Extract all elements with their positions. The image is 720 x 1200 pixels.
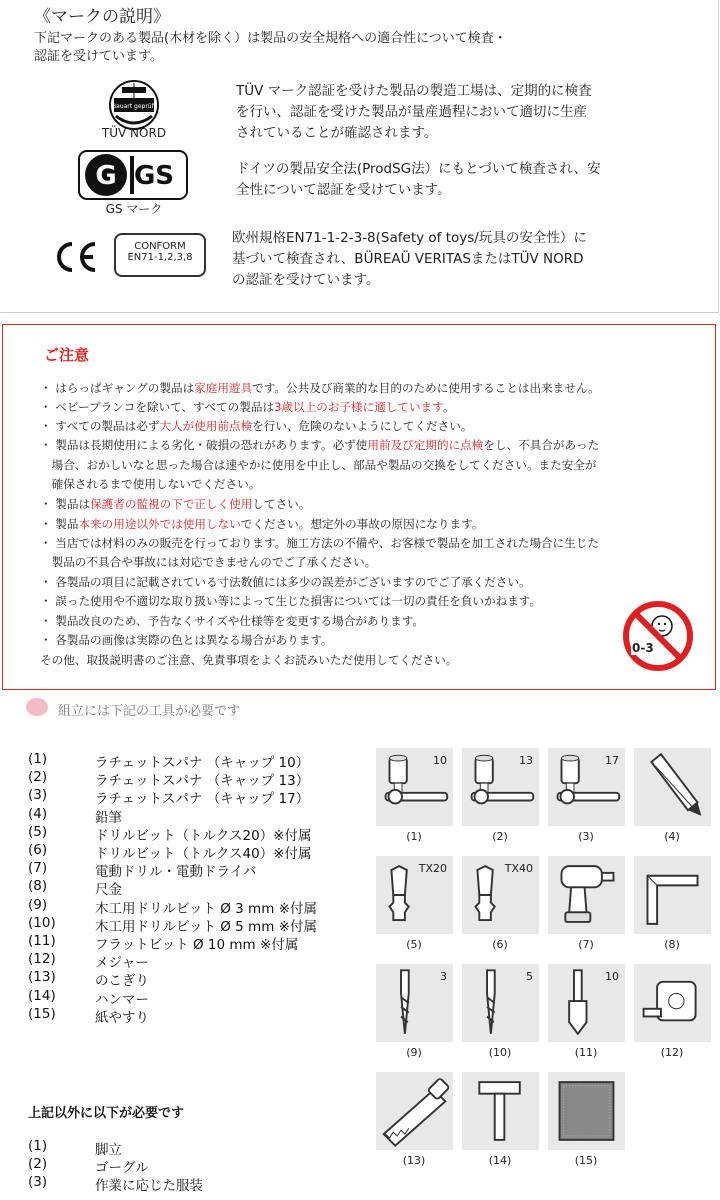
caution-item (40, 476, 260, 492)
tool-size-tag: TX40 (504, 862, 533, 875)
tuv-desc-line-2: を行い、認証を受けた製品が量産過程において適切に生産 (236, 104, 587, 120)
svg-text:GS: GS (133, 161, 175, 191)
tool-image-caption: (12) (660, 1046, 684, 1059)
tool-image-caption: (9) (406, 1046, 422, 1059)
tool-image-caption: (5) (406, 938, 422, 951)
tool-size-tag: 5 (526, 970, 533, 983)
extra-item-number: (3) (28, 1174, 48, 1190)
tool-name: 木工用ドリルビット Ø 5 mm ※付属 (95, 918, 317, 935)
tool-image-tile (376, 1072, 453, 1150)
caution-text: 。 (442, 400, 455, 414)
tuv-nord-label: TÜV NORD (101, 126, 167, 140)
caution-title: ご注意 (44, 346, 90, 364)
caution-text: ・ すべての製品は必ず (40, 419, 160, 433)
tool-image-tile (634, 748, 711, 826)
tool-name: メジャー (95, 955, 149, 972)
tool-image-caption: (13) (402, 1154, 426, 1167)
tool-name: ラチェットスパナ （キャップ 10） (95, 755, 310, 771)
tool-image-tile (634, 964, 711, 1042)
tool-name: ドリルビット（トルクス20）※付属 (95, 827, 312, 844)
tool-number: (14) (28, 987, 56, 1004)
caution-text: ・ はらっぱギャングの製品は (40, 381, 195, 395)
caution-highlight: 本来の用途以外では使用しない (78, 517, 241, 531)
caution-text: でください。想定外の事故の原因になります。 (240, 517, 484, 531)
caution-text: 確保されるまで使用しないでください。 (40, 477, 261, 491)
conform-en71-badge (114, 233, 206, 277)
tool-name: ドリルビット（トルクス40）※付属 (95, 846, 312, 862)
tool-size-tag: 13 (519, 754, 533, 767)
caution-item (40, 399, 454, 415)
tool-image-tile (376, 856, 453, 934)
tool-size-tag: 10 (605, 970, 619, 983)
tool-image-tile (548, 964, 625, 1042)
caution-text: を行い、危険のないようにしてください。 (252, 419, 473, 433)
gs-mark-description (236, 159, 601, 201)
gs-desc-line-1: ドイツの製品安全法(ProdSG法）にもとづいて検査され、安 (236, 161, 601, 177)
svg-text:Bauart geprüft: Bauart geprüft (112, 103, 156, 110)
caution-text: ・ 製品は長期使用による劣化・破損の恐れがあります。必ず使 (40, 438, 368, 452)
tool-name: 木工用ドリルビット Ø 3 mm ※付属 (95, 900, 317, 917)
tool-image-caption: (15) (574, 1154, 598, 1167)
tool-image-caption: (6) (492, 938, 508, 951)
caution-item (40, 457, 597, 473)
caution-text: ・ 製品 (40, 517, 79, 531)
square-ruler-icon (634, 856, 711, 938)
tool-number: (5) (28, 823, 48, 840)
caution-item (40, 437, 599, 453)
tool-number: (10) (28, 914, 56, 931)
caution-highlight: 大人が使用前点検 (159, 419, 253, 433)
tool-name: 鉛筆 (95, 809, 122, 826)
caution-text: をし、不具合があった (483, 438, 600, 452)
caution-text: 製品の不具合や事故には対応できませんのでご了承ください。 (40, 555, 377, 569)
caution-item (40, 593, 541, 609)
caution-text: してさい。 (252, 497, 311, 511)
tool-number: (7) (28, 860, 48, 877)
tool-name: ラチェットスパナ （キャップ 13） (95, 773, 310, 790)
tool-size-tag: 3 (440, 970, 447, 983)
tool-name: 電動ドリル・電動ドライバ (95, 864, 257, 881)
gs-desc-line-2: 全性について認証を受けています。 (236, 182, 451, 198)
hammer-icon (462, 1072, 539, 1154)
tuv-desc-line-3: されていることが確認されます。 (236, 125, 438, 141)
tool-image-tile (462, 748, 539, 826)
tool-image-caption: (1) (406, 830, 422, 843)
tool-name: ラチェットスパナ （キャップ 17） (95, 791, 310, 808)
tool-number: (13) (28, 969, 56, 986)
caution-item (40, 516, 483, 532)
pencil-icon (634, 748, 711, 830)
caution-text: ・ 誤った使用や不適切な取り扱い等によって生じた損害については一切の責任を負いかねます。 (40, 594, 542, 608)
tool-image-caption: (7) (578, 938, 594, 951)
caution-item (40, 652, 457, 668)
extra-item-name: 作業に応じた服装 (95, 1178, 203, 1194)
tuv-nord-description (236, 81, 592, 144)
caution-item (40, 554, 376, 570)
tool-image-tile (548, 748, 625, 826)
conform-badge-line-2: EN71-1,2,3,8 (127, 252, 193, 263)
caution-highlight: 保護者の監視の下で正しく使用 (90, 497, 253, 511)
tool-number: (1) (28, 751, 48, 767)
tool-number: (11) (28, 933, 56, 949)
tool-image-tile (462, 964, 539, 1042)
tool-image-tile (376, 748, 453, 826)
tool-image-tile (462, 856, 539, 934)
caution-text: ・ 製品は (40, 497, 91, 511)
power-drill-icon (548, 856, 625, 938)
caution-item (40, 535, 599, 551)
tool-image-caption: (10) (488, 1046, 512, 1059)
gs-mark-logo-icon (78, 150, 188, 204)
ce-mark-icon (52, 240, 98, 278)
ce-desc-line-3: の認証を受けています。 (232, 272, 380, 288)
ce-mark-description (232, 228, 587, 291)
caution-highlight: 3歳以上のお子様に適しています (274, 400, 443, 414)
marks-title: 《マークの説明》 (34, 7, 170, 27)
tool-image-caption: (3) (578, 830, 594, 843)
caution-item (40, 632, 333, 648)
saw-icon (376, 1072, 453, 1154)
tool-name: フラットビット Ø 10 mm ※付属 (95, 937, 299, 953)
tool-number: (3) (28, 787, 48, 804)
extra-item-name: ゴーグル (95, 1160, 149, 1176)
tool-number: (15) (28, 1005, 56, 1022)
tool-image-caption: (11) (574, 1046, 598, 1059)
pink-bullet-icon (26, 698, 48, 716)
caution-text: ・ 各製品の画像は実際の色とは異なる場合があります。 (40, 633, 333, 647)
sandpaper-icon (548, 1072, 625, 1154)
caution-text: ・ 当店では材料のみの販売を行っております。施工方法の不備や、お客様で製品を加工された場合に生じた (40, 536, 600, 550)
tool-image-caption: (4) (664, 830, 680, 843)
tool-name: 尺金 (95, 882, 122, 899)
extra-items-title: 上記以外に以下が必要です (28, 1106, 185, 1121)
tool-number: (4) (28, 805, 48, 822)
caution-highlight: 家庭用遊具 (194, 381, 253, 395)
caution-text: その他、取扱説明書のご注意、免責事項をよくお読みいただ使用してください。 (40, 653, 458, 667)
conform-badge-line-1: CONFORM (134, 241, 186, 252)
tool-number: (2) (28, 769, 48, 786)
caution-text: です。公共及び商業的な目的のために使用することは出来ません。 (252, 381, 600, 395)
tool-name: のこぎり (95, 973, 149, 990)
tool-name: ハンマー (95, 991, 149, 1008)
no-under-3-icon (622, 600, 694, 676)
age-badge-text: 0-3 (632, 641, 654, 655)
tool-image-caption: (2) (492, 830, 508, 843)
tool-image-caption: (14) (488, 1154, 512, 1167)
marks-intro-line-1: 下記マークのある製品(木材を除く）は製品の安全規格への適合性について検査・ (34, 31, 507, 46)
caution-item (40, 418, 472, 434)
tool-size-tag: 17 (605, 754, 619, 767)
tool-number: (12) (28, 951, 56, 968)
svg-text:G: G (95, 161, 117, 191)
tool-number: (6) (28, 842, 48, 858)
tools-header: 組立には下記の工具が必要です (58, 704, 241, 719)
caution-item (40, 380, 600, 396)
caution-text: ・ ベビーブランコを除いて、すべての製品は (40, 400, 275, 414)
ce-desc-line-1: 欧州規格EN71-1-2-3-8(Safety of toys/玩具の安全性）に (232, 230, 587, 246)
tool-image-tile (462, 1072, 539, 1150)
caution-item (40, 574, 531, 590)
extra-item-number: (2) (28, 1156, 48, 1172)
tool-size-tag: 10 (433, 754, 447, 767)
tool-number: (8) (28, 878, 48, 895)
tool-number: (9) (28, 896, 48, 913)
marks-intro-line-2: 認証を受けています。 (34, 49, 163, 64)
extra-item-name: 脚立 (95, 1142, 122, 1158)
tool-image-tile (548, 1072, 625, 1150)
tool-name: 紙やすり (95, 1009, 149, 1026)
tool-size-tag: TX20 (418, 862, 447, 875)
tool-image-tile (634, 856, 711, 934)
gs-mark-label: GS マーク (105, 202, 163, 216)
tool-image-tile (548, 856, 625, 934)
tuv-desc-line-1: TÜV マーク認証を受けた製品の製造工場は、定期的に検査 (236, 83, 592, 99)
caution-text: ・ 製品改良のため、予告なくサイズや仕様等を変更する場合があります。 (40, 614, 424, 628)
ce-desc-line-2: 基づいて検査され、BÜREAÜ VERITASまたはTÜV NORD (232, 251, 584, 267)
caution-item (40, 496, 310, 512)
caution-highlight: 用前及び定期的に点検 (367, 438, 484, 452)
caution-item (40, 613, 424, 629)
tool-image-tile (376, 964, 453, 1042)
tool-image-caption: (8) (664, 938, 680, 951)
caution-text: ・ 各製品の項目に記載されている寸法数値には多少の誤差がございますのでご了承ください。 (40, 575, 531, 589)
caution-text: 場合、おかしいなと思った場合は速やかに使用を中止し、部品や製品の交換をしてください。また安全が (40, 458, 597, 472)
extra-item-number: (1) (28, 1138, 48, 1154)
tape-measure-icon (634, 964, 711, 1046)
